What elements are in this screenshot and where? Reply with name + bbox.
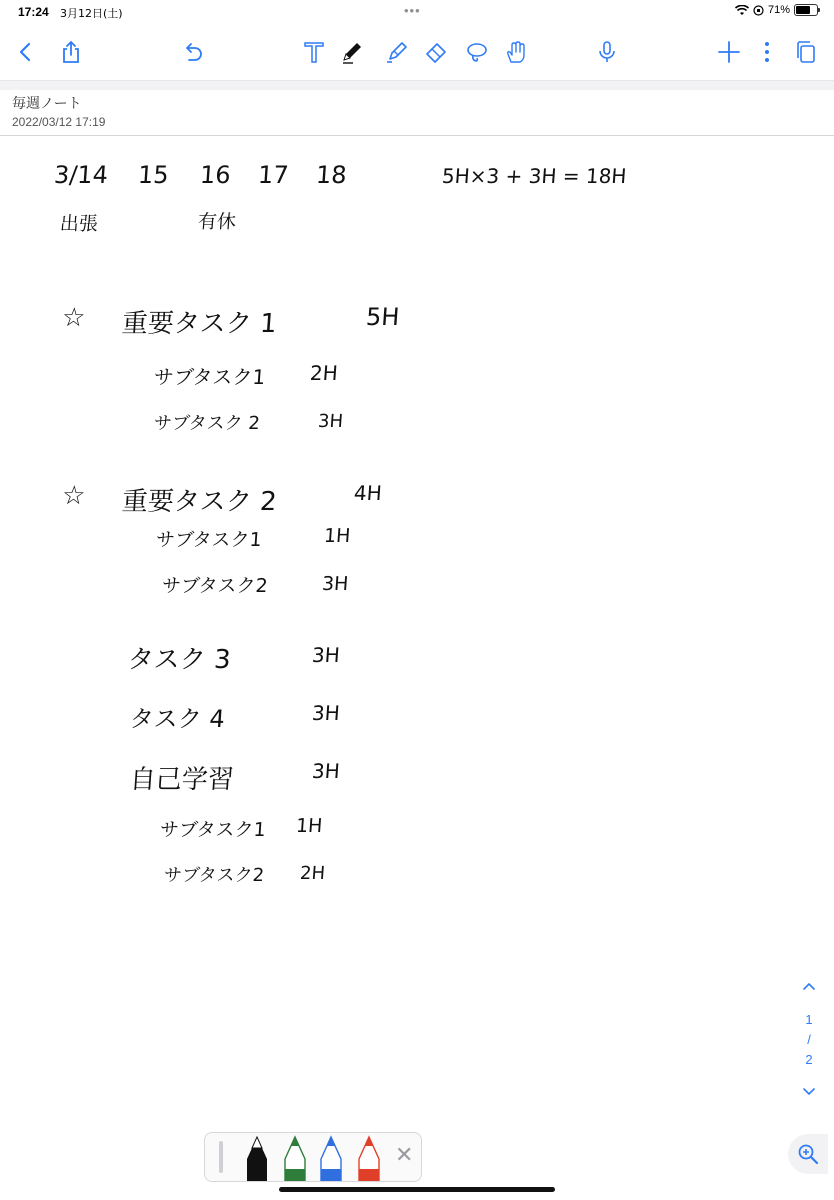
task1-sub1-name: サブタスク1 [153,365,267,389]
task4-hours: 3H [311,701,341,725]
back-icon[interactable] [10,36,42,68]
task1-hours: 5H [365,303,401,331]
battery-icon [794,4,818,16]
share-icon[interactable] [55,36,87,68]
battery-percent: 71% [767,4,790,16]
note-title[interactable]: 毎週ノート [12,96,82,112]
business-trip-note: 出張 [59,213,99,235]
task1-name: 重要タスク 1 [120,309,278,339]
date-wed: 16 [199,161,232,189]
star-mark: ☆ [60,481,87,511]
task4-name: タスク 4 [128,705,226,733]
home-indicator[interactable] [279,1187,555,1192]
chevron-down-icon[interactable] [796,1082,822,1102]
status-date: 3月12日(土) [60,7,123,20]
study-sub1-name: サブタスク1 [159,819,267,841]
text-tool-icon[interactable] [298,36,330,68]
battery-fill [796,6,810,14]
blue-pen-icon[interactable] [319,1135,343,1181]
study-hours: 3H [311,759,341,783]
date-thu: 17 [257,161,290,189]
task1-sub1-hours: 2H [309,361,339,385]
paid-leave-note: 有休 [197,211,237,233]
study-sub1-hours: 1H [295,815,324,837]
date-mon: 3/14 [53,161,109,189]
wifi-icon [735,5,749,16]
microphone-icon[interactable] [591,36,623,68]
close-icon[interactable]: ✕ [395,1143,414,1168]
task2-name: 重要タスク 2 [120,487,278,517]
undo-icon[interactable] [177,36,209,68]
zoom-icon[interactable] [788,1134,828,1174]
status-bar [0,0,834,24]
page-navigator [796,976,822,1102]
orientation-lock-icon [753,5,764,16]
hours-formula: 5H×3 + 3H = 18H [441,164,628,188]
pen-tray [204,1132,422,1182]
date-tue: 15 [137,161,170,189]
note-header[interactable] [0,90,834,136]
task2-hours: 4H [353,481,383,505]
toolbar [0,26,834,80]
status-time: 17:24 [18,5,49,19]
task2-sub2-hours: 3H [321,573,350,595]
task1-sub2-hours: 3H [317,411,344,432]
hand-icon[interactable] [500,36,532,68]
chevron-up-icon[interactable] [796,976,822,996]
study-sub2-name: サブタスク2 [163,865,265,886]
highlighter-icon[interactable] [381,36,413,68]
multitasking-dots-icon[interactable]: ••• [404,3,421,18]
note-page-canvas[interactable] [0,137,834,1200]
more-icon[interactable] [751,36,783,68]
study-sub2-hours: 2H [299,863,326,884]
task3-name: タスク 3 [126,645,232,675]
task2-sub1-hours: 1H [323,525,352,547]
pen-icon[interactable] [336,36,368,68]
total-pages: 2 [805,1052,813,1067]
current-page: 1 [805,1012,813,1027]
task1-sub2-name: サブタスク 2 [153,413,261,434]
tray-drag-handle[interactable] [219,1141,223,1173]
red-pen-icon[interactable] [357,1135,381,1181]
page-separator: / [807,1032,811,1047]
eraser-icon[interactable] [420,36,452,68]
toolbar-divider [0,80,834,90]
date-fri: 18 [315,161,348,189]
black-pen-icon[interactable] [245,1135,269,1181]
add-page-icon[interactable] [713,36,745,68]
star-mark: ☆ [60,303,87,333]
task2-sub2-name: サブタスク2 [161,575,269,597]
pages-icon[interactable] [790,36,822,68]
green-pen-icon[interactable] [283,1135,307,1181]
lasso-icon[interactable] [461,36,493,68]
task2-sub1-name: サブタスク1 [155,529,263,551]
task3-hours: 3H [311,643,341,667]
note-date: 2022/03/12 17:19 [12,115,106,129]
study-name: 自己学習 [128,765,235,795]
